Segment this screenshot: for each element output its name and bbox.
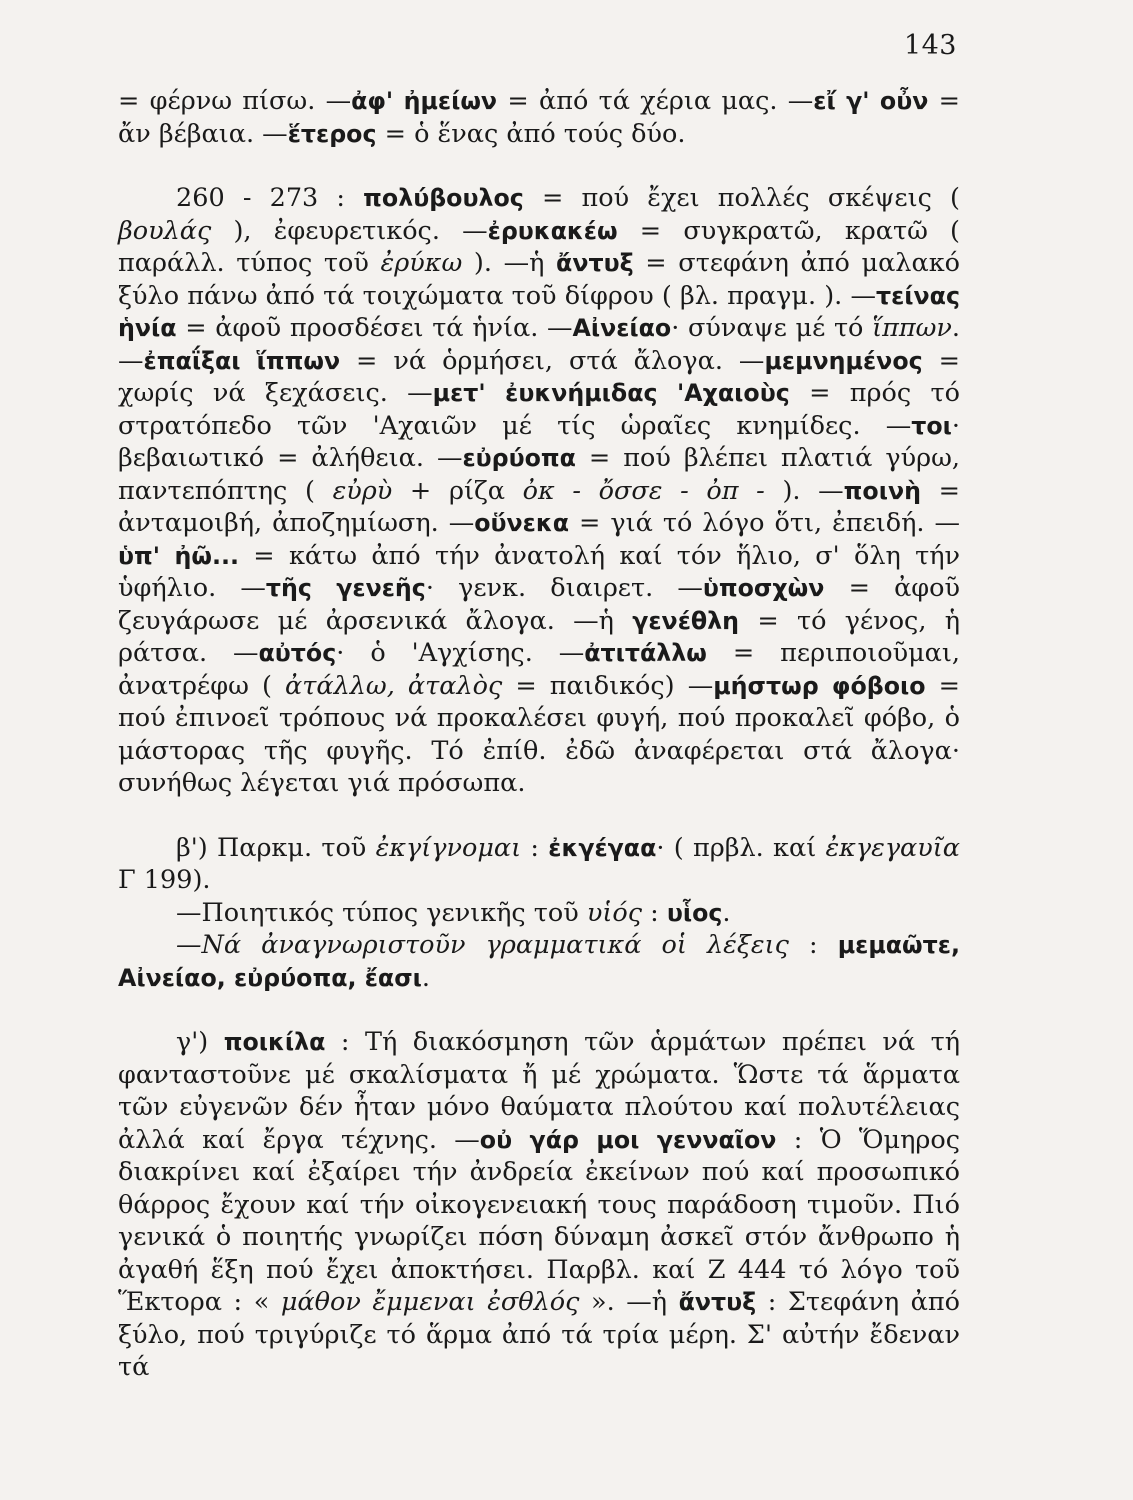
italic-text: ἀτάλλω, ἀταλὸς [285,670,503,701]
headword: μήστωρ φόβοιο [713,671,926,700]
headword: ποικίλα [223,1028,326,1056]
text-run: · βεβαιωτικό = ἀλήθεια. — [118,410,960,473]
headword: ὑπ' ἠῶ... [118,541,239,570]
text-run: Γ 199). [118,865,211,895]
headword: ἀφ' ἠμείων [351,87,498,115]
text-run: 260 - 273 : [176,183,364,213]
text-run: : [788,930,838,960]
text-run: = χωρίς νά ξεχάσεις. — [118,345,960,408]
headword: ποινὴ [843,476,921,505]
headword: μεμνημένος [764,346,923,375]
text-run: = φέρνω πίσω. — [118,86,352,116]
text-run: = ἄν βέβαια. — [118,86,960,149]
headword: οὕνεκα [474,509,569,537]
text-run: = πού ἔχει πολλές σκέψεις ( [523,183,960,213]
text-run: = περιποιοῦμαι, ἀνατρέφω ( [118,638,960,701]
text-run: ». —ἡ [579,1287,679,1317]
paragraph-2 [118,182,960,800]
paragraph-4 [118,897,960,930]
italic-text: εὐρὺ [332,475,393,506]
text-run: = ἀφοῦ προσδέσει τά ἡνία. — [176,313,573,343]
text-run: : [521,832,549,863]
headword: γενέθλη [632,606,740,635]
headword: αὐτός [258,639,337,667]
headword: ἄντυξ [678,1288,757,1316]
italic-text: ἐκγίγνομαι [375,832,522,863]
paragraph-5 [118,929,960,994]
text-run: . [722,897,731,928]
headword: μεμαῶτε, Αἰνείαο, εὐρύοπα, ἔασι [118,931,960,992]
italic-text: υἱός [586,897,643,928]
text-run: = ὁ ἕνας ἀπό τούς δύο. [376,118,686,149]
text-run: = στεφάνη ἀπό μαλακό ξύλο πάνω ἀπό τά τοιχώματα τοῦ δίφρου ( βλ. πραγμ. ). — [118,248,960,311]
headword: υἷος [666,898,723,927]
text-run: ), ἐφευρετικός. — [211,215,488,246]
text-run: = γιά τό λόγο ὅτι, ἐπειδή. — [569,508,960,538]
text-run: = πού ἐπινοεῖ τρόπους νά προκαλέσει φυγή, πού προκαλεῖ φόβο, ὁ μάστορας τῆς φυγῆς. Τό ἐπίθ. ἐδῶ ἀναφέρεται στά ἄλογα· συνήθως λέγεται γιά πρόσωπα. [118,670,960,798]
text-run: ). — [764,475,844,506]
text-run: + ρίζα [392,475,523,506]
text-run: = τό γένος, ἡ ράτσα. — [118,605,961,668]
headword: ἀτιτάλλω [584,639,707,667]
headword: ὑποσχὼν [702,574,825,602]
text-run: = κάτω ἀπό τήν ἀνατολή καί τόν ἥλιο, σ' ὅλη τήν ὑφήλιο. — [118,540,960,603]
paragraph-3 [118,832,960,897]
headword: πολύβουλος [363,184,524,212]
text-run: · σύναψε μέ τό [671,313,873,343]
text-run: = συγκρατῶ, κρατῶ ( παράλλ. τύπος τοῦ [118,215,961,278]
paragraph-6 [118,1026,960,1384]
headword: ἐκγέγαα [548,833,657,862]
text-run: ). —ἡ [462,248,557,278]
text-run: · ὁ 'Αγχίσης. — [336,638,585,668]
headword: εὐρύοπα [462,444,576,472]
italic-text: ἐρύκω [380,248,463,278]
text-run: = παιδικός) — [502,670,714,701]
text-run: : Τή διακόσμηση τῶν ἁρμάτων πρέπει νά τή φανταστοῦνε μέ σκαλίσματα ἤ μέ χρώματα. Ὥστε τά ἅρματα τῶν εὐγενῶν δέν ἦταν μόνο θαύματα πλούτου καί πολυτέλειας ἀλλά καί ἔργα τέχνης. — [118,1027,960,1155]
italic-text: ἵππων [872,313,952,343]
text-run: γ') [176,1027,224,1057]
text-run: . — [118,313,960,376]
text-run: : Στεφάνη ἀπό ξύλο, πού τριγύριζε τό ἅρμα ἀπό τά τρία μέρη. Σ' αὐτήν ἔδεναν τά [118,1287,960,1382]
text-run: · ( πρβλ. καί [656,832,826,863]
text-run: : [642,897,667,928]
text-run: . [421,962,431,993]
italic-text: μάθον ἔμμεναι ἐσθλός [280,1287,580,1317]
headword: τοι [911,411,952,440]
text-run: β') Παρκμ. τοῦ [176,832,376,863]
headword: ἄντυξ [556,249,634,277]
text-run: · γενκ. διαιρετ. — [425,573,703,603]
text-run: = ἀπό τά χέρια μας. — [497,86,814,116]
headword: Αἰνείαο [572,314,672,342]
headword: μετ' ἐυκνήμιδας 'Αχαιοὺς [432,379,790,407]
page-text [118,85,960,1384]
headword: οὐ γάρ μοι γενναῖον [479,1125,777,1154]
italic-text: —Νά ἀναγνωριστοῦν γραμματικά οἱ λέξεις [176,930,789,960]
headword: ἐπαΐξαι ἵππων [143,346,341,375]
paragraph-1 [118,85,960,150]
headword: τῆς γενεῆς [265,574,426,602]
page-number: 143 [903,30,957,61]
italic-text: ὀκ - ὄσσε - ὀπ - [522,475,765,506]
headword: τείνας ἡνία [118,281,960,342]
italic-text: βουλάς [118,215,212,246]
text-run: = νά ὁρμήσει, στά ἄλογα. — [340,345,765,376]
text-run: = πρός τό στρατόπεδο τῶν 'Αχαιῶν μέ τίς ὡραῖες κνημίδες. — [118,378,960,441]
italic-text: ἐκγεγαυῖα [825,832,960,863]
headword: ἕτερος [287,119,377,148]
text-run: —Ποιητικός τύπος γενικῆς τοῦ [176,897,587,928]
text-run: = ἀνταμοιβή, ἀποζημίωση. — [118,475,960,538]
text-run: : Ὁ Ὅμηρος διακρίνει καί ἐξαίρει τήν ἀνδρεία ἐκείνων πού καί προσωπικό θάρρος ἔχουν καί τήν οἰκογενειακή τους παράδοση τιμοῦν. Πιό γενικά ὁ ποιητής γνωρίζει πόση δύναμη ἀσκεῖ στόν ἄνθρωπο ἡ ἀγαθή ἕξη πού ἔχει ἀποκτήσει. Παρβλ. καί Ζ 444 τό λόγο τοῦ Ἕκτορα : « [118,1124,960,1317]
text-run: = ἀφοῦ ζευγάρωσε μέ ἀρσενικά ἄλογα. —ἡ [118,573,960,636]
headword: εἴ γ' οὖν [813,87,929,115]
headword: ἐρυκακέω [487,216,618,245]
text-run: = πού βλέπει πλατιά γύρω, παντεπόπτης ( [118,443,960,506]
